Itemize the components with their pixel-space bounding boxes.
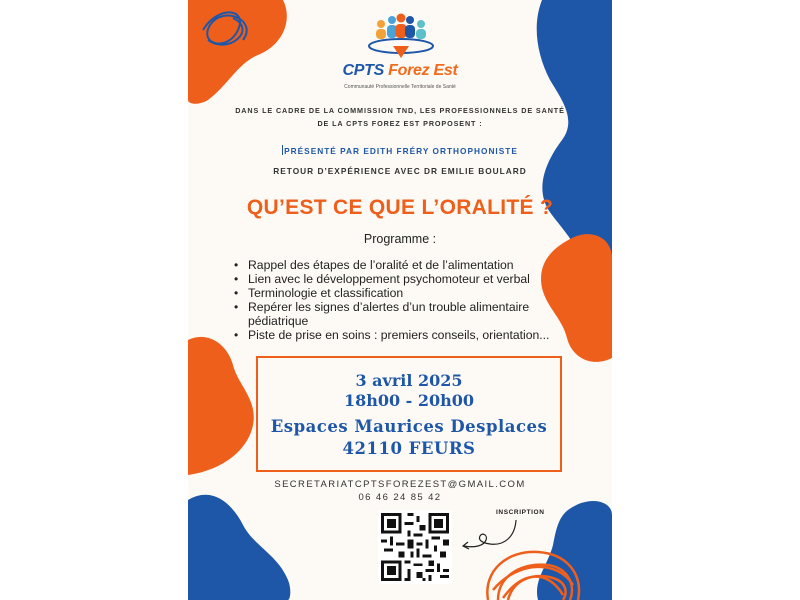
- program-item: • Terminologie et classification: [234, 286, 404, 300]
- program-item: • Rappel des étapes de l’oralité et de l’alimentation: [234, 258, 514, 272]
- event-date: 3 avril 2025: [355, 371, 463, 390]
- qr-code-icon[interactable]: [378, 510, 452, 584]
- event-city: 42110 FEURS: [342, 439, 476, 458]
- event-details-box: [256, 356, 562, 472]
- presenter-line: PRÉSENTÉ PAR EDITH FRÉRY ORTHOPHONISTE: [284, 146, 518, 156]
- intro-text: DANS LE CADRE DE LA COMMISSION TND, LES PROFESSIONNELS DE SANTÉ DE LA CPTS FOREZ EST PROPOSENT :: [235, 106, 565, 128]
- program-label: Programme :: [363, 232, 437, 246]
- brand-subtitle: Communauté Professionnelle Territoriale de Santé: [344, 84, 456, 90]
- program-list: [234, 258, 594, 342]
- program-item: • Piste de prise en soins : premiers conseils, orientation...: [234, 328, 550, 342]
- brand-name: CPTS Forez Est: [342, 62, 458, 79]
- event-poster: [188, 0, 612, 600]
- arrow-icon: [460, 518, 520, 554]
- event-venue: Espaces Maurices Desplaces: [270, 417, 548, 436]
- program-item: • Repérer les signes d’alertes d’un trouble alimentaire pédiatrique: [234, 300, 530, 328]
- main-title: QU’EST CE QUE L’ORALITÉ ?: [246, 196, 554, 219]
- event-time: 18h00 - 20h00: [343, 391, 475, 410]
- contact-email[interactable]: SECRETARIATCPTSFOREZEST@GMAIL.COM: [274, 479, 526, 490]
- experience-line: RETOUR D’EXPÉRIENCE AVEC DR EMILIE BOULARD: [273, 166, 527, 176]
- inscription-label: INSCRIPTION: [496, 509, 545, 516]
- orange-blob-top-left: [188, 0, 298, 110]
- contact-phone[interactable]: 06 46 24 85 42: [358, 492, 442, 503]
- program-item: • Lien avec le développement psychomoteur et verbal: [234, 272, 530, 286]
- cpts-logo-icon: [363, 10, 439, 60]
